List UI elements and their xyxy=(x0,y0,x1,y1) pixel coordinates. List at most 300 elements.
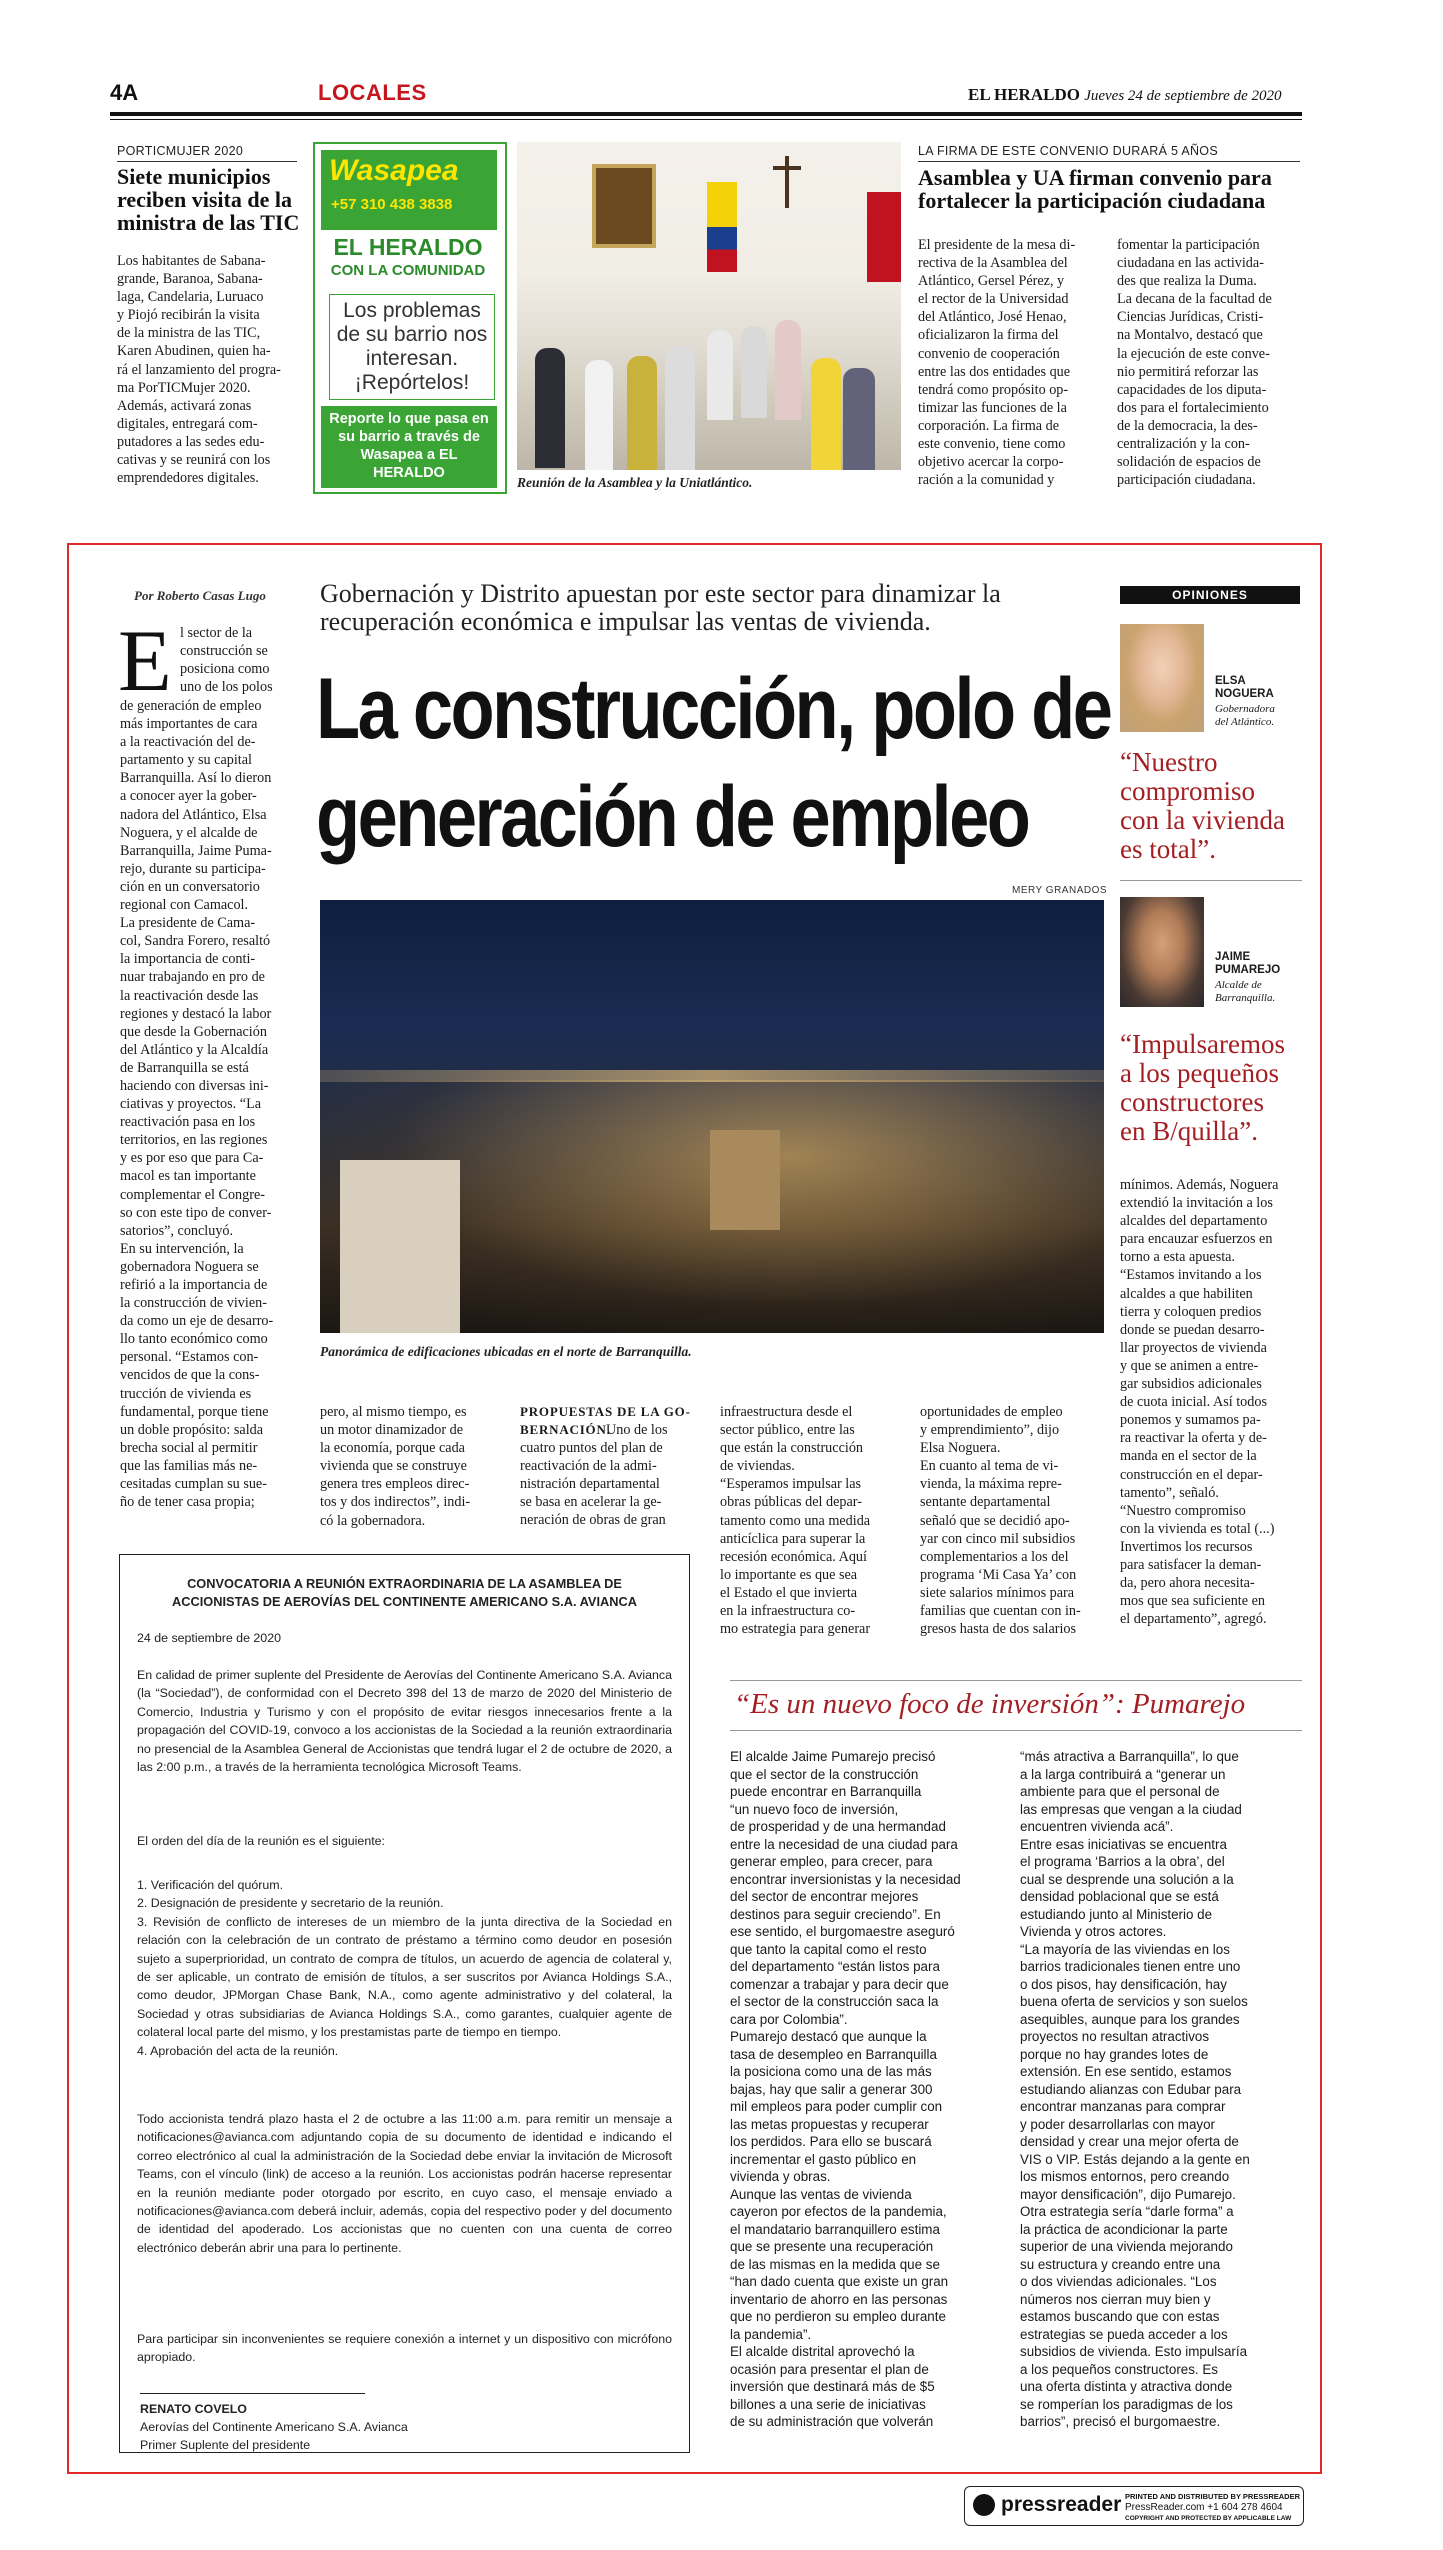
text-line: mínimos. Además, Noguera xyxy=(1120,1177,1279,1193)
text-line: objetivo acercar la corpo- xyxy=(918,454,1064,471)
text-line: construcción se xyxy=(180,643,268,660)
text-line: “Impulsaremos xyxy=(1120,1030,1285,1059)
notice-para3: Para participar sin inconvenientes se requiere conexión a internet y un dispositivo con micrófono apropiado. xyxy=(137,2332,672,2365)
main-col-c-first xyxy=(606,1421,702,1439)
text-line: nistración departamental xyxy=(520,1476,660,1493)
crucifix-icon xyxy=(785,156,789,208)
text-line: encuentren vivienda acá”. xyxy=(1020,1819,1174,1834)
text-line: porque no hay grandes lotes de xyxy=(1020,2046,1209,2062)
text-line: Además, activará zonas xyxy=(117,397,252,414)
text-line: constructores xyxy=(1120,1088,1264,1117)
pressreader-line2: PressReader.com +1 604 278 4604 xyxy=(1125,2502,1283,2513)
text-line: la ejecución de este conve- xyxy=(1117,345,1270,362)
opinion-1-photo xyxy=(1120,624,1204,732)
text-line: ración a la comunidad y xyxy=(918,472,1055,489)
notice-agenda-intro: El orden del día de la reunión es el siguiente: xyxy=(137,1834,385,1848)
text-line: rectiva de la Asamblea del xyxy=(918,255,1068,272)
people-group xyxy=(525,260,885,470)
text-line: anticíclica para superar la xyxy=(720,1530,866,1547)
text-line: mo estrategia para generar xyxy=(720,1621,871,1638)
header-rule xyxy=(110,112,1302,116)
text-line: inventario de ahorro en las personas xyxy=(730,2291,948,2307)
text-line: da como un eje de desarro- xyxy=(120,1313,274,1330)
notice-signer-company: Aerovías del Continente Americano S.A. Avianca xyxy=(140,2420,408,2434)
opinion-1-role-line1: Gobernadora xyxy=(1215,703,1275,715)
text-line: 4. Aprobación del acta de la reunión. xyxy=(137,2043,339,2058)
text-line: la reactivación desde las xyxy=(120,987,259,1004)
paper-name xyxy=(968,85,1282,105)
text-line: ra reactivar la oferta y de- xyxy=(1120,1430,1267,1447)
story-left-kicker: PORTICMUJER 2020 xyxy=(117,144,244,158)
text-line: encontrar inversionistas y la necesidad xyxy=(730,1871,961,1887)
text-line: para encauzar esfuerzos en xyxy=(1120,1231,1273,1248)
text-line: barrios tradicionales tienen entre uno xyxy=(1020,1959,1241,1974)
notice-para2: Todo accionista tendrá plazo hasta el 2 de octubre a las 11:00 a.m. para remitir un mensaje a notificaciones@avianca.com adjuntando copia de su documento de identidad e indicando el correo electrónico al cual la administración de la Sociedad debe enviar la invitación de Microsoft Teams, con el vínculo (link) de acceso a la reunión. Los accionistas podrán hacerse representar en la reunión mediante poder otorgado por escrito, en cuyo caso, el mensaje enviado a notificaciones@avianca.com deberá incluir, además, copia del respectivo poder y del documento de identidad del apoderado. Los accionistas que no cuenten con una cuenta de correo electrónico deberán abrir una para lo pertinente. xyxy=(137,2112,672,2255)
text-line: la pandemia”. xyxy=(730,2326,812,2342)
text-line: de viviendas. xyxy=(720,1458,795,1475)
text-line: “La mayoría de las viviendas en los xyxy=(1020,1941,1230,1957)
text-line: el sector de la construcción saca la xyxy=(730,1994,939,2009)
text-line: có la gobernadora. xyxy=(320,1512,426,1529)
text-line: “Nuestro compromiso xyxy=(1120,1502,1246,1519)
text-line: con la vivienda xyxy=(1120,806,1285,835)
text-line: de cuota inicial. Así todos xyxy=(1120,1394,1267,1411)
text-line: da, pero ahora necesita- xyxy=(1120,1575,1255,1592)
text-line: lo importante es que sea xyxy=(720,1566,858,1583)
text-line: trucción de vivienda es xyxy=(120,1385,252,1402)
text-line: obras públicas del depar- xyxy=(720,1494,862,1511)
text-line: na Montalvo, destacó que xyxy=(1117,327,1263,344)
text-line: superior de una vivienda mejorando xyxy=(1020,2239,1233,2254)
text-line: con la vivienda es total (...) xyxy=(1120,1520,1275,1537)
text-line: el Estado el que invierta xyxy=(720,1584,858,1601)
text-line: siete salarios mínimos para xyxy=(920,1584,1075,1601)
text-line: gar subsidios adicionales xyxy=(1120,1376,1262,1393)
text-line: timizar las funciones de la xyxy=(918,399,1067,416)
text-line: rejo, durante su participa- xyxy=(120,860,266,877)
text-line: gresos hasta de dos salarios xyxy=(920,1621,1077,1638)
text-line: posiciona como xyxy=(180,661,270,678)
text-line: ocasión para presentar el plan de xyxy=(730,2361,929,2377)
section-label: LOCALES xyxy=(318,80,427,105)
text-line: infraestructura desde el xyxy=(720,1404,853,1420)
text-line: del Atlántico y la Alcaldía xyxy=(120,1041,269,1058)
text-line: Noguera, y el alcalde de xyxy=(120,824,258,841)
notice-agenda xyxy=(137,1876,672,2060)
text-line: digitales, entregará com- xyxy=(117,415,258,432)
crucifix-arm xyxy=(773,166,801,170)
text-line: y es por eso que para Ca- xyxy=(120,1150,264,1167)
text-line: sentante departamental xyxy=(920,1494,1051,1511)
flag-colombia xyxy=(707,182,737,272)
building-left xyxy=(340,1160,460,1333)
text-line: convenio de cooperación xyxy=(918,345,1060,362)
text-line: so con este tipo de conver- xyxy=(120,1204,272,1221)
text-line: del departamento “están listos para xyxy=(730,1959,940,1974)
text-line: de Barranquilla se está xyxy=(120,1059,249,1076)
opinion-1-name-line1: ELSA xyxy=(1215,675,1246,687)
text-line: participación ciudadana. xyxy=(1117,472,1256,489)
text-line: y poder desarrollarlas con mayor xyxy=(1020,2116,1215,2132)
text-line: estamos buscando que con estas xyxy=(1020,2309,1220,2324)
text-line: asequibles, aunque para los grandes xyxy=(1020,2011,1240,2027)
text-line: Atlántico, Gersel Pérez, y xyxy=(918,273,1065,290)
text-line: es total”. xyxy=(1120,835,1216,864)
text-line: ciudadana en las activida- xyxy=(1117,255,1264,272)
meeting-photo xyxy=(517,142,901,470)
text-line: l sector de la xyxy=(180,625,253,641)
text-line: ponemos y sumamos pa- xyxy=(1120,1412,1261,1429)
text-line: fomentar la participación xyxy=(1117,237,1260,253)
text-line: del Atlántico, José Henao, xyxy=(918,309,1067,326)
text-line: entre la necesidad de una ciudad para xyxy=(730,1836,958,1852)
text-line: buena oferta de servicios y son suelos xyxy=(1020,1994,1248,2009)
text-line: gobernadora Noguera se xyxy=(120,1258,259,1275)
text-line: Karen Abudinen, quien ha- xyxy=(117,343,271,360)
text-line: Pumarejo destacó que aunque la xyxy=(730,2029,927,2044)
text-line: llar proyectos de vivienda xyxy=(1120,1339,1267,1356)
issue-date: Jueves 24 de septiembre de 2020 xyxy=(1084,88,1282,104)
text-line: “han dado cuenta que existe un gran xyxy=(730,2274,949,2289)
signature-line xyxy=(140,2393,365,2394)
text-line: Ciencias Jurídicas, Cristi- xyxy=(1117,309,1264,326)
opinion-2-photo xyxy=(1120,897,1204,1007)
text-line: su estructura y creando entre una xyxy=(1020,2256,1221,2272)
text-line: construcción en el depar- xyxy=(1120,1466,1263,1483)
text-line: pero, al mismo tiempo, es xyxy=(320,1404,467,1420)
opinion-divider xyxy=(1120,880,1302,881)
text-line: la posiciona como una de las más xyxy=(730,2064,932,2079)
text-line: Aunque las ventas de vivienda xyxy=(730,2186,912,2202)
text-line: billones a una serie de iniciativas xyxy=(730,2396,926,2412)
text-line: ma PorTICMujer 2020. xyxy=(117,379,251,396)
opinion-2-name-line2: PUMAREJO xyxy=(1215,964,1281,976)
main-col-left-dropcap xyxy=(180,624,304,696)
text-line: o dos pisos, hay densificación, hay xyxy=(1020,1976,1227,1992)
text-line: un doble propósito: salda xyxy=(120,1421,264,1438)
story-right-headline: Asamblea y UA firman convenio para fortalecer la participación ciudadana xyxy=(918,165,1272,213)
text-line: Barranquilla. Así lo dieron xyxy=(120,770,272,787)
text-line: dos para el fortalecimiento xyxy=(1117,399,1269,416)
text-line: complementarios a los del xyxy=(920,1548,1069,1565)
text-line: Otra estrategia sería “darle forma” a xyxy=(1020,2204,1234,2219)
text-line: reactivación de la admi- xyxy=(520,1458,657,1475)
text-line: haciendo con diversas ini- xyxy=(120,1077,269,1094)
text-line: una oferta distinta y atractiva donde xyxy=(1020,2379,1233,2394)
text-line: genera tres empleos direc- xyxy=(320,1476,470,1493)
sidebar-col1 xyxy=(730,1748,996,2431)
text-line: llo tanto económico como xyxy=(120,1331,268,1348)
main-col-c xyxy=(520,1439,702,1529)
story-left-body xyxy=(117,252,305,487)
story-right-col1 xyxy=(918,236,1098,489)
col-c-heading-line1: PROPUESTAS DE LA GO- xyxy=(520,1404,691,1419)
text-line: puede encontrar en Barranquilla xyxy=(730,1784,922,1799)
text-line: los mismos entornos, pero creando xyxy=(1020,2169,1230,2184)
text-line: los perdidos. Para ello se buscará xyxy=(730,2134,932,2149)
text-line: a los pequeños constructores. Es xyxy=(1020,2361,1218,2377)
text-line: para satisfacer la deman- xyxy=(1120,1556,1262,1573)
paper-name-text: EL HERALDO xyxy=(968,85,1080,104)
text-line: estudiando alianzas con Edubar para xyxy=(1020,2081,1242,2097)
text-line: el departamento”, agregó. xyxy=(1120,1611,1267,1628)
text-line: ambiente para que el personal de xyxy=(1020,1784,1220,1799)
text-line: refirió a la importancia de xyxy=(120,1277,268,1293)
header-rule-thin xyxy=(110,119,1302,120)
text-line: proyectos no resultan atractivos xyxy=(1020,2029,1210,2044)
text-line: comenzar a trabajar y para decir que xyxy=(730,1976,949,1992)
opinion-1-name-line2: NOGUERA xyxy=(1215,688,1274,700)
text-line: Uno de los xyxy=(606,1422,668,1438)
opinion-2-role-line2: Barranquilla. xyxy=(1215,992,1276,1004)
text-line: centralización y la con- xyxy=(1117,436,1250,453)
text-line: 2. Designación de presidente y secretario de la reunión. xyxy=(137,1896,444,1911)
text-line: des que realiza la Duma. xyxy=(1117,273,1257,290)
text-line: que las familias más ne- xyxy=(120,1457,258,1474)
text-line: subsidios de vivienda. Esto impulsaría xyxy=(1020,2344,1248,2359)
text-line: de las mismas en la medida que se xyxy=(730,2256,940,2272)
text-line: laga, Candelaria, Luruaco xyxy=(117,289,264,306)
pressreader-line3: COPYRIGHT AND PROTECTED BY APPLICABLE LAW xyxy=(1125,2515,1292,2522)
text-line: cual se desprende una solución a la xyxy=(1020,1871,1234,1887)
text-line: tamento”, señaló. xyxy=(1120,1484,1219,1501)
text-line: encontrar manzanas para comprar xyxy=(1020,2099,1226,2114)
text-line: que desde la Gobernación xyxy=(120,1023,267,1040)
text-line: tierra y coloquen predios xyxy=(1120,1303,1262,1320)
text-line: neración de obras de gran xyxy=(520,1512,666,1529)
wasapea-brand: Wasapea xyxy=(329,154,459,187)
notice-intro: En calidad de primer suplente del Presidente de Aerovías del Continente Americano S.A. Avianca (la “Sociedad”), de conformidad con el Decreto 398 del 13 de marzo de 2020 del Ministerio de Comercio, Industria y Turismo y con el propósito de evitar riesgos innecesarios frente a la propagación del COVID-19, convoco a los accionistas de la Sociedad a la reunión extraordinaria no presencial de la Asamblea General de Accionistas que tendrá lugar el 2 de octubre de 2020, a las 2:00 p.m., a través de la herramienta tecnológica Microsoft Teams. xyxy=(137,1668,672,1775)
text-line: partamento y su capital xyxy=(120,752,252,769)
text-line: incrementar el gasto público en xyxy=(730,2151,917,2167)
text-line: que están la construcción xyxy=(720,1440,864,1457)
text-line: a la larga contribuirá a “generar un xyxy=(1020,1766,1226,1782)
text-line: y que se animen a entre- xyxy=(1120,1357,1259,1374)
text-line: solidación de espacios de xyxy=(1117,454,1261,471)
text-line: la construcción de vivien- xyxy=(120,1295,267,1312)
text-line: de la ministra de las TIC, xyxy=(117,325,261,342)
text-line: “más atractiva a Barranquilla”, lo que xyxy=(1020,1749,1239,1764)
text-line: El alcalde Jaime Pumarejo precisó xyxy=(730,1749,936,1764)
text-line: mil empleos para poder cumplir con xyxy=(730,2099,943,2114)
text-line: En su intervención, la xyxy=(120,1240,244,1257)
main-col-f xyxy=(1120,1176,1300,1628)
text-line: números nos cierran muy bien y xyxy=(1020,2291,1211,2307)
main-col-d xyxy=(720,1403,902,1638)
text-line: capacidades de los diputa- xyxy=(1117,381,1267,398)
text-line: Los habitantes de Sabana- xyxy=(117,253,266,269)
text-line: mos que sea suficiente en xyxy=(1120,1593,1265,1610)
text-line: Entre esas iniciativas se encuentra xyxy=(1020,1836,1227,1852)
text-line: de la democracia, la des- xyxy=(1117,417,1258,434)
text-line: ño de tener casa propia; xyxy=(120,1494,255,1511)
main-subtitle: Gobernación y Distrito apuestan por este sector para dinamizar la recuperación económica e impulsar las ventas de vivienda. xyxy=(320,579,1001,636)
text-line: familias que cuentan con in- xyxy=(920,1603,1081,1620)
text-line: “Nuestro xyxy=(1120,748,1218,777)
text-line: vienda, la máxima repre- xyxy=(920,1476,1062,1493)
text-line: ese sentido, el burgomaestre aseguró xyxy=(730,1924,955,1939)
text-line: macol es tan importante xyxy=(120,1168,256,1185)
text-line: el programa ‘Barrios a la obra’, del xyxy=(1020,1854,1225,1869)
text-line: de su administración que volverán xyxy=(730,2414,934,2429)
text-line: sector público, entre las xyxy=(720,1422,855,1439)
text-line: recesión económica. Aquí xyxy=(720,1548,867,1565)
text-line: corporación. La firma de xyxy=(918,417,1060,434)
opinion-1-quote xyxy=(1120,748,1302,864)
byline: Por Roberto Casas Lugo xyxy=(134,588,266,603)
main-col-e xyxy=(920,1403,1104,1638)
text-line: más importantes de cara xyxy=(120,716,258,733)
text-line: compromiso xyxy=(1120,777,1255,806)
skyline-lights xyxy=(320,1070,1104,1082)
meeting-photo-caption: Reunión de la Asamblea y la Uniatlántico. xyxy=(517,475,753,490)
story-right-kicker: LA FIRMA DE ESTE CONVENIO DURARÁ 5 AÑOS xyxy=(918,144,1218,158)
text-line: La decana de la facultad de xyxy=(1117,291,1272,308)
text-line: extensión. En ese sentido, estamos xyxy=(1020,2064,1232,2079)
main-col-left xyxy=(120,697,304,1511)
text-line: las metas propuestas y recuperar xyxy=(730,2116,929,2132)
dropcap: E xyxy=(118,613,172,710)
text-line: En cuanto al tema de vi- xyxy=(920,1458,1059,1475)
text-line: Elsa Noguera. xyxy=(920,1440,1001,1457)
text-line: tamento como una medida xyxy=(720,1512,871,1529)
text-line: extendió la invitación a los xyxy=(1120,1195,1273,1212)
text-line: grande, Baranoa, Sabana- xyxy=(117,271,263,288)
city-night-photo xyxy=(320,900,1104,1333)
text-line: VIS o VIP. Estás dejando a la gente en xyxy=(1020,2151,1250,2167)
text-line: tendrá como propósito op- xyxy=(918,381,1069,398)
text-line: programa ‘Mi Casa Ya’ con xyxy=(920,1566,1077,1583)
text-line: 1. Verificación del quórum. xyxy=(137,1878,284,1892)
text-line: ción en un conversatorio xyxy=(120,878,260,895)
text-line: a conocer ayer la gober- xyxy=(120,788,257,805)
building-center xyxy=(710,1130,780,1230)
text-line: el mandatario barranquillero estima xyxy=(730,2221,940,2237)
text-line: col, Sandra Forero, resaltó xyxy=(120,933,271,950)
text-line: tos y dos indirectos”, indi- xyxy=(320,1494,471,1511)
text-line: y emprendimiento”, dijo xyxy=(920,1422,1060,1439)
text-line: generar empleo, para crecer, para xyxy=(730,1854,933,1869)
text-line: de generación de empleo xyxy=(120,698,262,714)
text-line: El presidente de la mesa di- xyxy=(918,237,1076,253)
text-line: El alcalde distrital aprovechó la xyxy=(730,2344,915,2359)
text-line: brecha social al permitir xyxy=(120,1439,258,1456)
notice-signer: RENATO COVELO xyxy=(140,2402,247,2416)
text-line: fundamental, porque tiene xyxy=(120,1403,269,1420)
opinion-2-quote xyxy=(1120,1030,1302,1146)
text-line: la importancia de conti- xyxy=(120,951,256,968)
text-line: o dos viviendas adicionales. “Los xyxy=(1020,2274,1217,2289)
text-line: inversión que destinará más de $5 xyxy=(730,2379,935,2394)
text-line: Vivienda y otros actores. xyxy=(1020,1924,1167,1939)
wasapea-paper: EL HERALDO xyxy=(333,234,483,260)
text-line: territorios, en las regiones xyxy=(120,1132,268,1149)
text-line: en B/quilla”. xyxy=(1120,1117,1258,1146)
text-line: oficializaron la firma del xyxy=(918,327,1059,344)
wasapea-phone[interactable]: +57 310 438 3838 xyxy=(331,196,453,213)
text-line: un motor dinamizador de xyxy=(320,1422,464,1439)
text-line: destinos para seguir creciendo”. En xyxy=(730,1906,941,1922)
wasapea-message: Los problemas de su barrio nos interesan. ¡Repórtelos! xyxy=(329,294,495,400)
pressreader-logo-icon xyxy=(973,2494,995,2516)
text-line: La presidente de Cama- xyxy=(120,915,256,932)
text-line: donde se puedan desarro- xyxy=(1120,1321,1265,1338)
text-line: tasa de desempleo en Barranquilla xyxy=(730,2046,937,2062)
text-line: “Estamos invitando a los xyxy=(1120,1267,1262,1284)
story-right-col2 xyxy=(1117,236,1302,489)
notice-signer-role: Primer Suplente del presidente xyxy=(140,2438,311,2452)
sidebar-col2 xyxy=(1020,1748,1302,2431)
text-line: vivienda y obras. xyxy=(730,2169,831,2184)
opinion-2-name-line1: JAIME xyxy=(1215,951,1251,963)
text-line: del sector de encontrar mejores xyxy=(730,1889,919,1904)
text-line: cara por Colombia”. xyxy=(730,2011,848,2027)
main-col-c-heading xyxy=(520,1403,702,1421)
text-line: cesitadas cumplan su sue- xyxy=(120,1476,267,1493)
text-line: alcaldes del departamento xyxy=(1120,1213,1268,1230)
text-line: se romperían los paradigmas de los xyxy=(1020,2396,1233,2412)
text-line: uno de los polos xyxy=(180,679,273,696)
text-line: la práctica de acondicionar la parte xyxy=(1020,2221,1228,2237)
text-line: a los pequeños xyxy=(1120,1059,1279,1088)
text-line: regiones y destacó la labor xyxy=(120,1005,272,1022)
main-col-b xyxy=(320,1403,502,1530)
text-line: nadora del Atlántico, Elsa xyxy=(120,806,267,823)
wasapea-promo[interactable] xyxy=(313,142,507,494)
text-line: personal. “Estamos con- xyxy=(120,1349,259,1366)
pressreader-brand: pressreader xyxy=(1001,2493,1122,2516)
opinions-label: OPINIONES xyxy=(1120,586,1300,604)
wasapea-cta[interactable]: Reporte lo que pasa en su barrio a través de Wasapea a EL HERALDO xyxy=(321,406,497,488)
photo-credit: MERY GRANADOS xyxy=(1012,885,1108,896)
wasapea-tagline: CON LA COMUNIDAD xyxy=(330,262,486,279)
text-line: entre las dos entidades que xyxy=(918,363,1071,380)
text-line: este convenio, tiene como xyxy=(918,436,1066,453)
pressreader-line1: PRINTED AND DISTRIBUTED BY PRESSREADER xyxy=(1125,2492,1301,2501)
opinion-1-role-line2: del Atlántico. xyxy=(1215,716,1275,728)
pressreader-badge[interactable] xyxy=(964,2486,1304,2526)
text-line: vivienda que se construye xyxy=(320,1458,467,1475)
text-line: Barranquilla, Jaime Puma- xyxy=(120,842,272,859)
notice-date: 24 de septiembre de 2020 xyxy=(137,1631,281,1645)
text-line: nuar trabajando en pro de xyxy=(120,969,265,986)
text-line: reactivación pasa en los xyxy=(120,1114,256,1131)
text-line: barrios”, precisó el burgomaestre. xyxy=(1020,2414,1221,2429)
text-line: satorios”, concluyó. xyxy=(120,1222,234,1239)
opinion-2-role-line1: Alcalde de xyxy=(1215,979,1262,991)
sidebar-headline: “Es un nuevo foco de inversión”: Pumarejo xyxy=(734,1688,1246,1720)
text-line: a la reactivación del de- xyxy=(120,734,256,751)
text-line: “un nuevo foco de inversión, xyxy=(730,1801,899,1817)
text-line: oportunidades de empleo xyxy=(920,1404,1063,1420)
text-line: manda en el sector de la xyxy=(1120,1448,1257,1465)
text-line: y Piojó recibirán la visita xyxy=(117,307,260,324)
text-line: las empresas que vengan a la ciudad xyxy=(1020,1801,1242,1817)
text-line: bajas, hay que salir a generar 300 xyxy=(730,2081,933,2097)
text-line: nio permitirá reforzar las xyxy=(1117,363,1259,380)
text-line: “Esperamos impulsar las xyxy=(720,1476,862,1493)
sidebar-rule-bottom xyxy=(730,1730,1302,1731)
text-line: complementar el Congre- xyxy=(120,1186,265,1203)
text-line: de prosperidad y de una hermandad xyxy=(730,1819,946,1834)
text-line: cayeron por efectos de la pandemia, xyxy=(730,2204,947,2219)
wasapea-header xyxy=(321,150,497,230)
page-number: 4A xyxy=(110,80,139,105)
text-line: estudiando junto al Ministerio de xyxy=(1020,1906,1213,1922)
notice-title-line1: CONVOCATORIA A REUNIÓN EXTRAORDINARIA DE LA ASAMBLEA DE xyxy=(187,1576,622,1591)
text-line: vencidos de que la cons- xyxy=(120,1367,260,1384)
text-line: 3. Revisión de conflicto de intereses de un miembro de la junta directiva de la Sociedad en relación con la celebración de un contrato de préstamo a término como deudor en posesión sujeto a superprioridad, un contrato de compra de títulos, un acuerdo de agencia de colateral y, de ser aplicable, un contrato de emisión de títulos, a ser suscritos por Avianca Holdings S.A., como deudor, JPMorgan Chase Bank, N.A., como agente administrativo y del colateral, la Sociedad y otras subsidiarias de Avianca Holdings S.A., como garantes, cualquier agente de colateral local parte del mismo, y los prestamistas parte de tiempo en tiempo. xyxy=(137,1914,672,2040)
